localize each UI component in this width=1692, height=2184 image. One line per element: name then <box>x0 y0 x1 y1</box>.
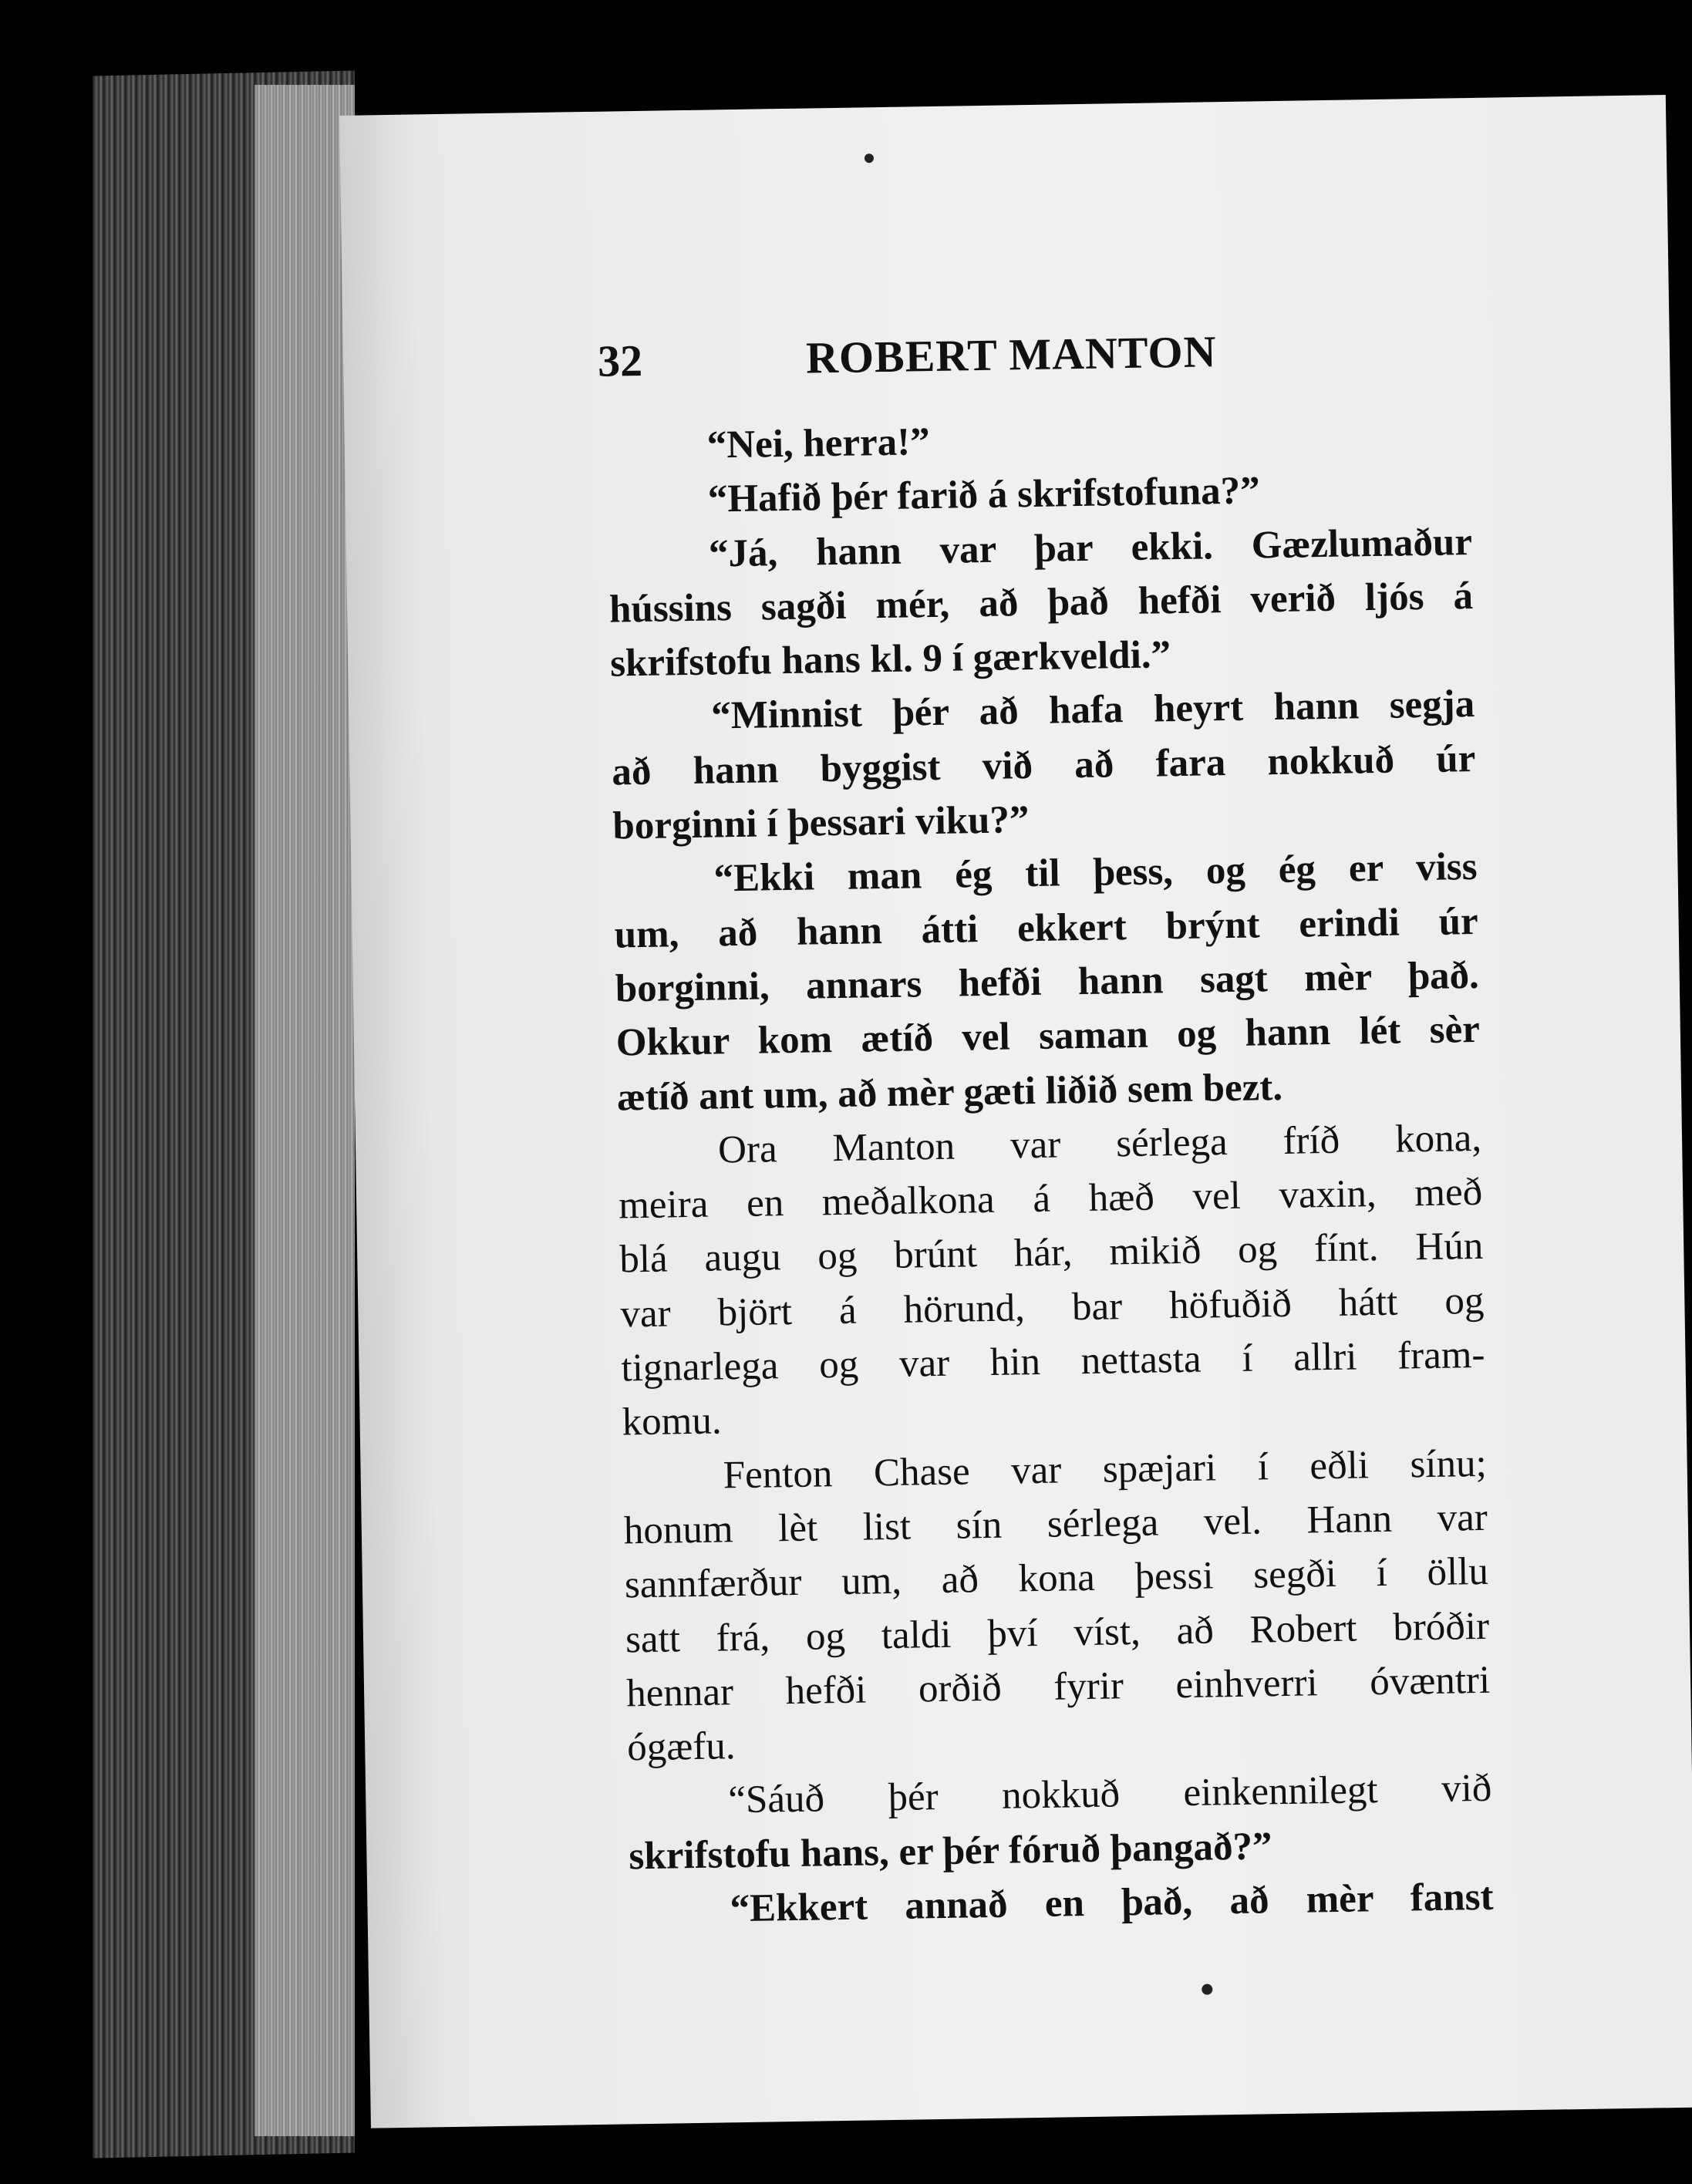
page-number: 32 <box>597 335 643 386</box>
text-line: Ora Manton var sérlega fríð kona, <box>717 1116 1482 1172</box>
page-title: ROBERT MANTON <box>805 326 1217 383</box>
text-line: “Minnist þér að hafa heyrt hann segja <box>710 682 1475 739</box>
ink-speck <box>1202 1984 1212 1995</box>
text-line: “Ekkert annað en það, að mèr fanst <box>730 1875 1494 1931</box>
printed-page <box>339 95 1692 2128</box>
text-line: sannfærður um, að kona þessi segði í öllu <box>624 1550 1489 1607</box>
text-line: hússins sagði mér, að það hefði verið ljós á <box>608 574 1474 632</box>
text-line: satt frá, og taldi því víst, að Robert bróðir <box>625 1604 1490 1661</box>
text-line: skrifstofu hans kl. 9 í gærkveldi.” <box>609 633 1171 686</box>
running-head <box>597 319 1600 386</box>
text-line: “Hafið þér farið á skrifstofuna?” <box>707 469 1261 521</box>
text-line: að hann byggist við að fara nokkuð úr <box>611 736 1476 794</box>
text-line: var björt á hörund, bar höfuðið hátt og <box>620 1279 1485 1336</box>
text-line: borginni, annars hefði hann sagt mèr það. <box>615 953 1480 1011</box>
text-line: komu. <box>622 1399 723 1444</box>
text-line: ætíð ant um, að mèr gæti liðið sem bezt. <box>616 1065 1283 1120</box>
text-line: ógæfu. <box>626 1724 736 1770</box>
text-line: “Ekki man ég til þess, og ég er viss <box>713 845 1478 901</box>
text-line: tignarlega og var hin nettasta í allri fram- <box>621 1333 1485 1390</box>
text-line: “Já, hann var þar ekki. Gæzlumaður <box>708 520 1473 576</box>
text-line: “Nei, herra!” <box>706 420 931 467</box>
text-line: “Sáuð þér nokkuð einkennilegt við <box>727 1767 1492 1822</box>
body-text <box>606 406 1494 1938</box>
text-line: skrifstofu hans, er þér fóruð þangað?” <box>629 1825 1272 1879</box>
text-line: Okkur kom ætíð vel saman og hann lét sèr <box>615 1008 1481 1065</box>
ink-speck <box>865 153 874 163</box>
text-line: hennar hefði orðið fyrir einhverri óvæntri <box>625 1658 1491 1716</box>
text-line: Fenton Chase var spæjari í eðli sínu; <box>723 1441 1488 1498</box>
text-line: um, að hann átti ekkert brýnt erindi úr <box>614 899 1479 957</box>
text-line: honum lèt list sín sérlega vel. Hann var <box>623 1495 1488 1553</box>
text-line: meira en meðalkona á hæð vel vaxin, með <box>618 1171 1483 1228</box>
book-page-edges-highlight <box>254 85 355 2136</box>
text-line: borginni í þessari viku?” <box>612 798 1030 848</box>
text-line: blá augu og brúnt hár, mikið og fínt. Hún <box>618 1225 1484 1282</box>
